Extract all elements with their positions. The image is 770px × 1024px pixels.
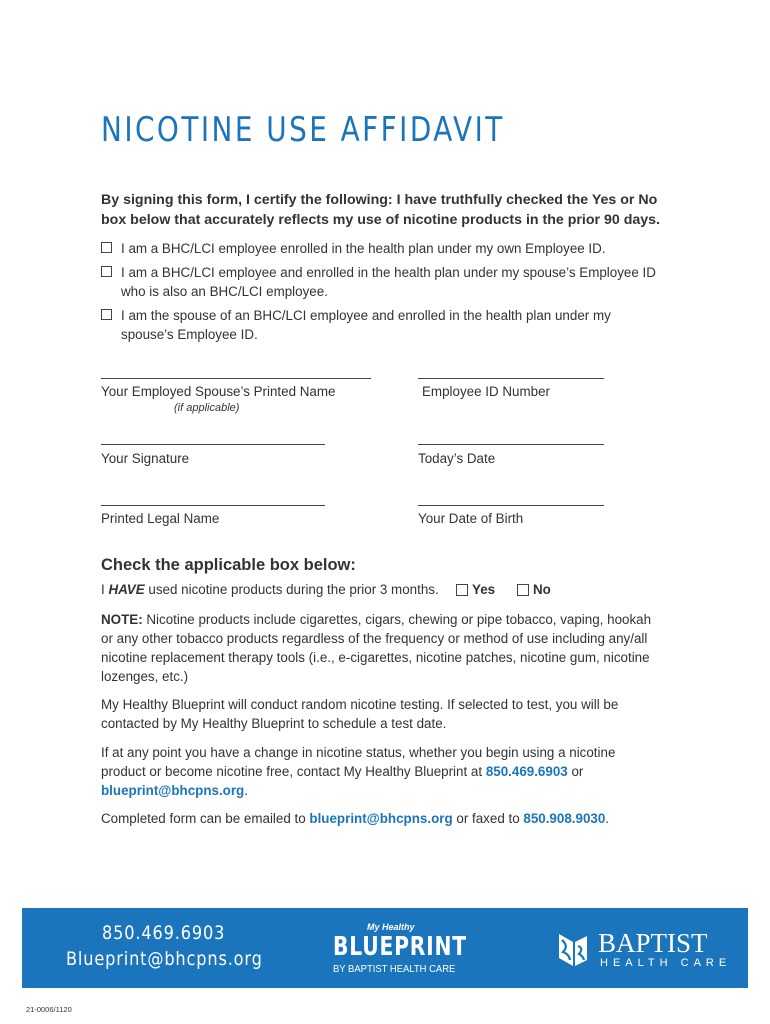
blueprint-logo-small: My Healthy bbox=[367, 922, 415, 932]
submit-text: Completed form can be emailed to bbox=[101, 811, 310, 826]
checkbox[interactable] bbox=[101, 309, 112, 320]
checkbox[interactable] bbox=[101, 242, 112, 253]
option-label: I am the spouse of an BHC/LCI employee and enrolled in the health plan under my spouse’s Employee ID. bbox=[121, 308, 611, 342]
change-text: If at any point you have a change in nicotine status, whether you begin using a nicotine product or become nicotine free, contact My Healthy Blueprint at bbox=[101, 745, 616, 779]
submit-email-link[interactable]: blueprint@bhcpns.org bbox=[309, 811, 453, 826]
check-heading: Check the applicable box below: bbox=[101, 556, 356, 574]
note-label: NOTE: bbox=[101, 612, 143, 627]
employee-id-label: Employee ID Number bbox=[422, 384, 551, 399]
note-paragraph bbox=[101, 610, 656, 686]
change-email-link[interactable]: blueprint@bhcpns.org bbox=[101, 783, 245, 798]
employee-id-line[interactable] bbox=[418, 378, 604, 379]
submit-or: or faxed to bbox=[452, 811, 524, 826]
blueprint-logo-byline: BY BAPTIST HEALTH CARE bbox=[333, 963, 456, 975]
no-label: No bbox=[533, 582, 551, 597]
option-label: I am a BHC/LCI employee and enrolled in the health plan under my spouse’s Employee ID who is also an BHC/LCI employee. bbox=[121, 265, 656, 299]
no-checkbox[interactable] bbox=[517, 584, 529, 596]
dob-line[interactable] bbox=[418, 505, 604, 506]
nicotine-suffix: used nicotine products during the prior 3 months. bbox=[144, 582, 439, 597]
page-title: NICOTINE USE AFFIDAVIT bbox=[101, 110, 505, 150]
footer-phone[interactable]: 850.469.6903 bbox=[102, 922, 226, 944]
spouse-name-line[interactable] bbox=[101, 378, 371, 379]
testing-paragraph: My Healthy Blueprint will conduct random nicotine testing. If selected to test, you will be contacted by My Healthy Blueprint to schedule a test date. bbox=[101, 697, 619, 731]
nicotine-use-row bbox=[101, 582, 661, 602]
option-spouse-of-employee[interactable] bbox=[101, 306, 666, 344]
note-text: Nicotine products include cigarettes, cigars, chewing or pipe tobacco, vaping, hookah or any other tobacco products regardless of the frequency or method of use including any/all nicotine replacement therapy tools (i.e., e-cigarettes, nicotine patches, nicotine gum, nicotine lozenges, etc.) bbox=[101, 612, 652, 684]
baptist-logo-subtitle: HEALTH CARE bbox=[600, 957, 732, 969]
checkbox[interactable] bbox=[101, 266, 112, 277]
spouse-name-note: (if applicable) bbox=[174, 402, 240, 414]
blueprint-logo: BLUEPRINT bbox=[333, 932, 467, 962]
dob-label: Your Date of Birth bbox=[418, 511, 524, 526]
legal-name-label: Printed Legal Name bbox=[101, 511, 220, 526]
yes-option[interactable] bbox=[456, 582, 495, 597]
submit-paragraph bbox=[101, 809, 701, 828]
footer-email[interactable]: Blueprint@bhcpns.org bbox=[66, 948, 263, 970]
todays-date-line[interactable] bbox=[418, 444, 604, 445]
spouse-name-label: Your Employed Spouse’s Printed Name bbox=[101, 384, 336, 399]
change-paragraph bbox=[101, 743, 661, 800]
option-label: I am a BHC/LCI employee enrolled in the health plan under my own Employee ID. bbox=[121, 241, 606, 256]
nicotine-have: HAVE bbox=[108, 582, 145, 597]
todays-date-label: Today’s Date bbox=[418, 451, 496, 466]
option-spouse-employee-id[interactable] bbox=[101, 263, 661, 301]
submit-fax-link[interactable]: 850.908.9030 bbox=[523, 811, 606, 826]
signature-label: Your Signature bbox=[101, 451, 190, 466]
certification-intro: By signing this form, I certify the following: I have truthfully checked the Yes or No box below that accurately reflects my use of nicotine products in the prior 90 days. bbox=[101, 192, 660, 228]
no-option[interactable] bbox=[517, 582, 551, 597]
baptist-logo-name: BAPTIST bbox=[598, 928, 708, 958]
nicotine-prefix: I bbox=[101, 582, 109, 597]
change-end: . bbox=[244, 783, 248, 798]
change-phone-link[interactable]: 850.469.6903 bbox=[485, 764, 568, 779]
option-own-employee-id[interactable] bbox=[101, 239, 661, 258]
signature-line[interactable] bbox=[101, 444, 325, 445]
yes-checkbox[interactable] bbox=[456, 584, 468, 596]
submit-end: . bbox=[605, 811, 610, 826]
baptist-logo-icon bbox=[555, 932, 591, 968]
yes-label: Yes bbox=[472, 582, 496, 597]
legal-name-line[interactable] bbox=[101, 505, 325, 506]
form-code: 21-0006/1120 bbox=[26, 1005, 72, 1014]
change-or: or bbox=[567, 764, 584, 779]
